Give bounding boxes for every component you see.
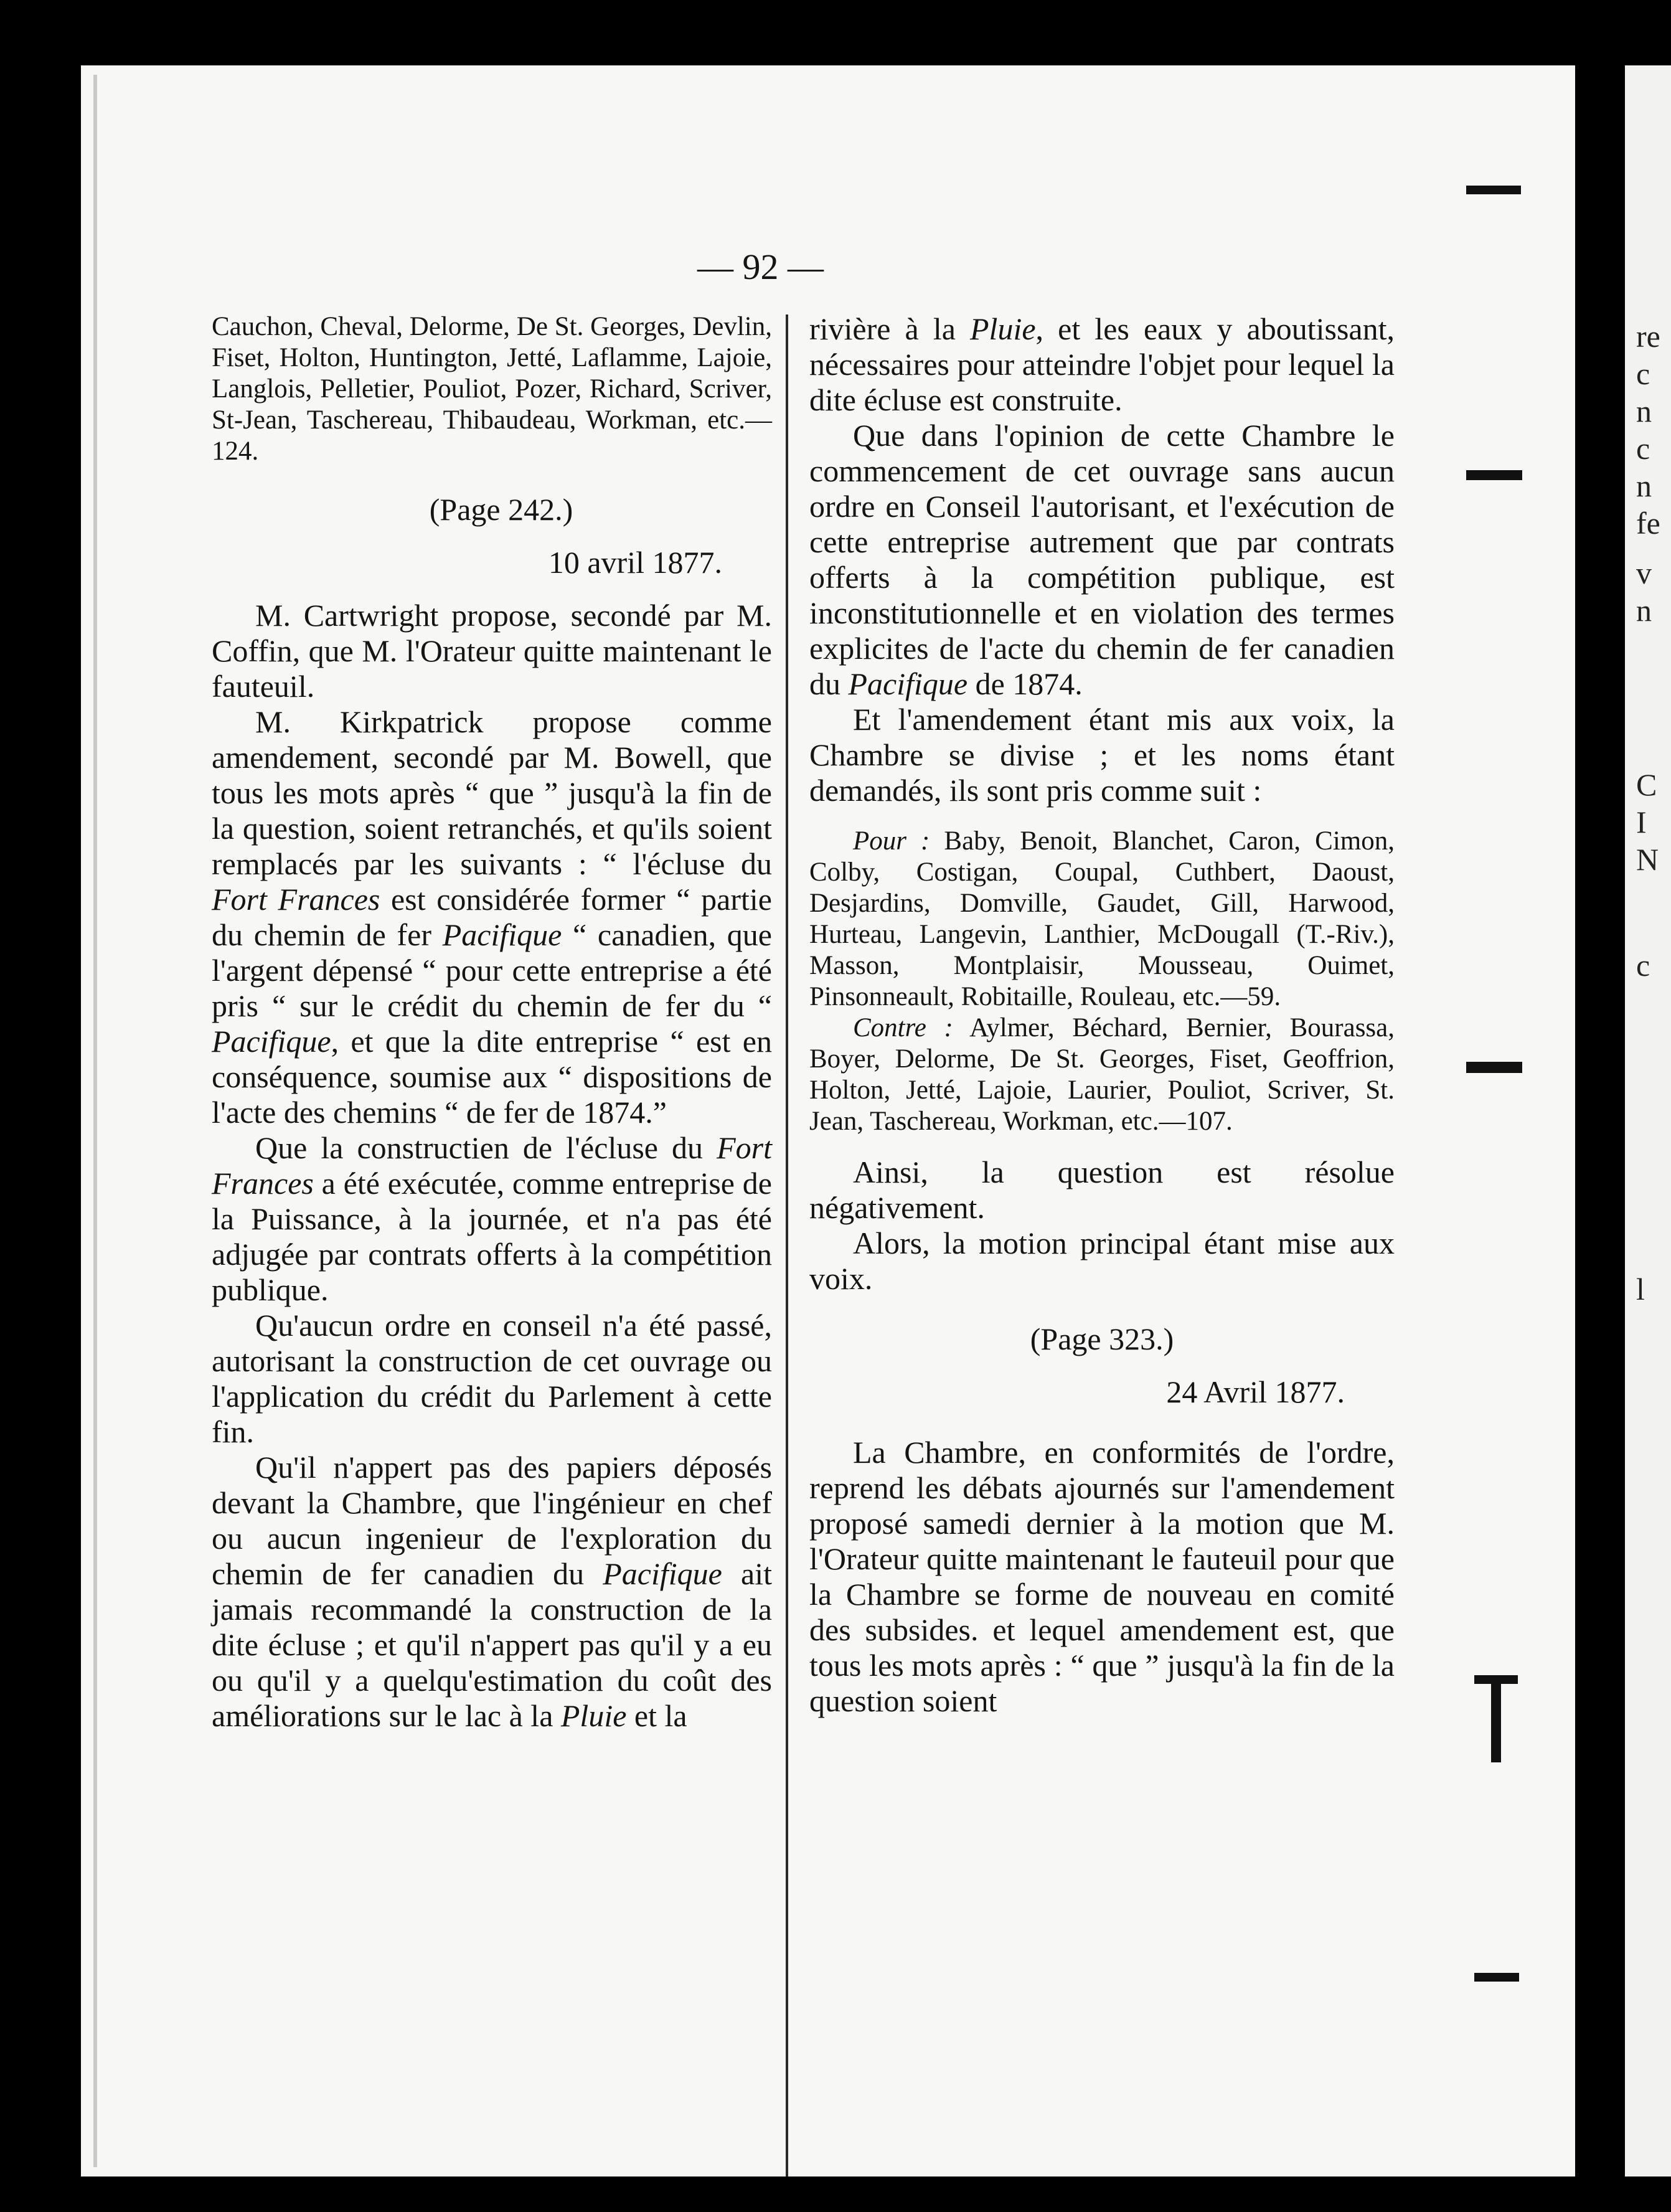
result-paragraph: Ainsi, la question est résolue négativement. bbox=[809, 1155, 1395, 1225]
debate-paragraph: La Chambre, en conformités de l'ordre, reprend les débats ajournés sur l'amendement proposé samedi dernier à la motion que M. l'Orateur quitte maintenant le fauteuil pour que la Chambre se forme de nouveau en comité des subsides. et lequel amendement est, que tous les mots après : “ que ” jusqu'à la fin de la question soient bbox=[809, 1435, 1395, 1718]
adjacent-page-fragment: c bbox=[1636, 948, 1650, 983]
adjacent-page-fragment: C bbox=[1636, 767, 1657, 802]
column-rule bbox=[786, 314, 788, 2177]
adjacent-page-fragment: n bbox=[1636, 394, 1652, 428]
adjacent-page-fragment: re bbox=[1636, 319, 1660, 354]
margin-mark bbox=[1466, 1062, 1522, 1073]
adjacent-page-fragment: n bbox=[1636, 593, 1652, 628]
right-column bbox=[809, 311, 1395, 1719]
motion-paragraph: M. Cartwright propose, secondé par M. Coffin, que M. l'Orateur quitte maintenant le fauteuil. bbox=[212, 598, 772, 704]
adjacent-page-fragment: n bbox=[1636, 468, 1652, 503]
adjacent-page-fragment: l bbox=[1636, 1272, 1645, 1307]
adjacent-page-fragment: v bbox=[1636, 555, 1652, 590]
division-paragraph: Et l'amendement étant mis aux voix, la Chambre se divise ; et les noms étant demandés, ils sont pris comme suit : bbox=[809, 702, 1395, 808]
adjacent-page-fragment: fe bbox=[1636, 506, 1660, 541]
amendment-paragraph: rivière à la Pluie, et les eaux y aboutissant, nécessaires pour atteindre l'objet pour lequel la dite écluse est construite. bbox=[809, 311, 1395, 417]
page-edge-shadow bbox=[93, 75, 97, 2167]
margin-mark bbox=[1491, 1675, 1501, 1762]
entry-date: 10 avril 1877. bbox=[548, 545, 722, 580]
margin-mark bbox=[1466, 470, 1522, 480]
adjacent-page-fragment: c bbox=[1636, 431, 1650, 466]
vote-list-continuation: Cauchon, Cheval, Delorme, De St. Georges, Devlin, Fiset, Holton, Huntington, Jetté, Laflamme, Lajoie, Langlois, Pelletier, Pouliot, Pozer, Richard, Scriver, St-Jean, Taschereau, Thibaudeau, Workman, etc.—124. bbox=[212, 312, 772, 466]
margin-mark bbox=[1474, 1973, 1519, 1982]
amendment-paragraph: M. Kirkpatrick propose comme amendement, secondé par M. Bowell, que tous les mots après “ que ” jusqu'à la fin de la question, soient retranchés, et qu'ils soient remplacés par les suivants : “ l'écluse du Fort Frances est considérée former “ partie du chemin de fer Pacifique “ canadien, que l'argent dépensé “ pour cette entreprise a été pris “ sur le crédit du chemin de fer du “ Pacifique, et que la dite entreprise “ est en conséquence, soumise aux “ dispositions de l'acte des chemins “ de fer de 1874.” bbox=[212, 704, 773, 1130]
page-reference: (Page 242.) bbox=[429, 492, 573, 527]
page-number: — 92 — bbox=[697, 247, 824, 287]
margin-mark bbox=[1466, 186, 1521, 194]
adjacent-page-fragment: N bbox=[1636, 842, 1659, 877]
adjacent-page-fragment: c bbox=[1636, 356, 1650, 391]
amendment-paragraph: Qu'aucun ordre en conseil n'a été passé, autorisant la construction de cet ouvrage ou l'application du crédit du Parlement à cette fin. bbox=[212, 1308, 772, 1449]
vote-list-contre: Contre : Aylmer, Béchard, Bernier, Bourassa, Boyer, Delorme, De St. Georges, Fiset, Geoffrion, Holton, Jetté, Lajoie, Laurier, Pouliot, Scriver, St. Jean, Taschereau, Workman, etc.—107. bbox=[809, 1013, 1395, 1136]
adjacent-page-fragment: I bbox=[1636, 805, 1647, 839]
amendment-paragraph: Qu'il n'appert pas des papiers déposés devant la Chambre, que l'ingénieur en chef ou aucun ingenieur de l'exploration du chemin de fer canadien du Pacifique ait jamais recommandé la construction de la dite écluse ; et qu'il n'appert pas qu'il y a eu ou qu'il y a quelqu'estimation du coût des améliorations sur le lac à la Pluie et la bbox=[212, 1450, 772, 1733]
amendment-paragraph: Que dans l'opinion de cette Chambre le commencement de cet ouvrage sans aucun ordre en Conseil l'autorisant, et l'exécution de cette entreprise autrement que par contrats offerts à la compétition publique, est inconstitutionnelle et en violation des termes explicites de l'acte du chemin de fer canadien du Pacifique de 1874. bbox=[809, 418, 1395, 701]
vote-list-pour: Pour : Baby, Benoit, Blanchet, Caron, Cimon, Colby, Costigan, Coupal, Cuthbert, Daoust, Desjardins, Domville, Gaudet, Gill, Harwood, Hurteau, Langevin, Lanthier, McDougall (T.-Riv.), Masson, Montplaisir, Mousseau, Ouimet, Pinsonneault, Robitaille, Rouleau, etc.—59. bbox=[809, 826, 1395, 1011]
amendment-paragraph: Que la constructien de l'écluse du Fort Frances a été exécutée, comme entreprise de la Puissance, à la journée, et n'a pas été adjugée par contrats offerts à la compétition publique. bbox=[212, 1130, 772, 1307]
entry-date: 24 Avril 1877. bbox=[1166, 1374, 1345, 1409]
adjacent-page-strip bbox=[1625, 65, 1671, 2177]
result-paragraph: Alors, la motion principal étant mise aux voix. bbox=[809, 1226, 1395, 1296]
left-column bbox=[212, 311, 772, 1734]
page-reference: (Page 323.) bbox=[1030, 1321, 1174, 1356]
